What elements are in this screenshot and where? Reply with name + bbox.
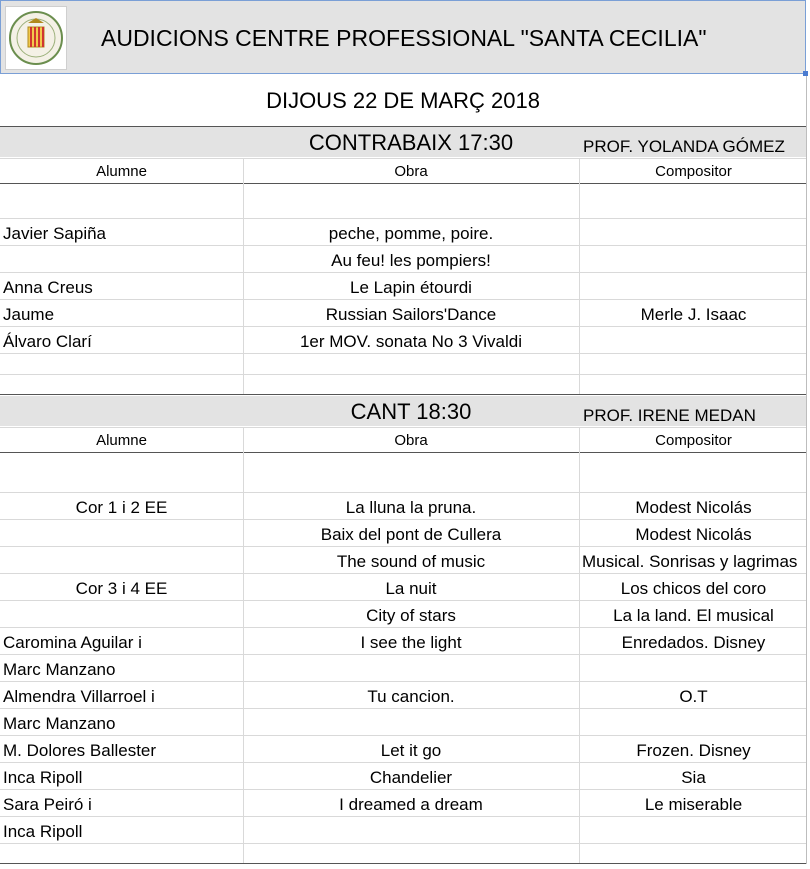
table-cell-compositor[interactable]: La la land. El musical xyxy=(613,606,774,625)
table-cell-compositor[interactable]: Enredados. Disney xyxy=(621,633,766,652)
row-line xyxy=(0,600,806,601)
column-line xyxy=(243,158,244,394)
table-cell-alumne[interactable]: Anna Creus xyxy=(3,278,93,297)
table-cell-obra[interactable]: Chandelier xyxy=(369,768,453,787)
row-line xyxy=(0,299,806,300)
table-cell-obra[interactable]: The sound of music xyxy=(336,552,486,571)
column-header-compositor: Compositor xyxy=(655,163,732,180)
row-line xyxy=(0,681,806,682)
row-line xyxy=(0,326,806,327)
table-cell-obra[interactable]: Tu cancion. xyxy=(367,687,455,706)
row-line xyxy=(0,789,806,790)
divider xyxy=(0,427,806,428)
column-header-obra: Obra xyxy=(394,432,428,449)
table-cell-compositor[interactable]: Frozen. Disney xyxy=(636,741,751,760)
table-cell-compositor[interactable]: Sia xyxy=(681,768,706,787)
section-header-contrabaix xyxy=(0,127,806,157)
column-header-obra: Obra xyxy=(394,163,428,180)
school-crest-logo xyxy=(5,6,67,70)
section-teacher: PROF. IRENE MEDAN xyxy=(583,406,756,425)
row-line xyxy=(0,519,806,520)
row-line xyxy=(0,816,806,817)
divider xyxy=(0,158,806,159)
divider xyxy=(0,183,806,184)
row-line xyxy=(0,573,806,574)
divider xyxy=(0,863,806,864)
table-cell-obra[interactable]: Russian Sailors'Dance xyxy=(325,305,497,324)
row-line xyxy=(0,708,806,709)
row-line xyxy=(0,843,806,844)
table-cell-compositor[interactable]: Modest Nicolás xyxy=(635,525,752,544)
row-line xyxy=(0,762,806,763)
section-title: CANT 18:30 xyxy=(350,399,472,424)
divider xyxy=(0,452,806,453)
table-cell-obra[interactable]: peche, pomme, poire. xyxy=(328,224,494,243)
row-line xyxy=(0,546,806,547)
section-header-cant xyxy=(0,396,806,426)
table-cell-compositor[interactable]: O.T xyxy=(679,687,708,706)
table-cell-obra[interactable]: I dreamed a dream xyxy=(339,795,483,814)
table-cell-obra[interactable]: I see the light xyxy=(360,633,462,652)
table-cell-alumne[interactable]: Inca Ripoll xyxy=(3,822,83,841)
table-cell-compositor[interactable]: Musical. Sonrisas y lagrimas xyxy=(582,552,798,571)
column-line xyxy=(243,427,244,863)
table-cell-alumne[interactable]: Javier Sapiña xyxy=(3,224,107,243)
event-date: DIJOUS 22 DE MARÇ 2018 xyxy=(266,88,540,113)
section-title: CONTRABAIX 17:30 xyxy=(308,130,514,155)
row-line xyxy=(0,353,806,354)
table-cell-alumne[interactable]: Cor 3 i 4 EE xyxy=(75,579,168,598)
table-cell-compositor[interactable]: Los chicos del coro xyxy=(620,579,767,598)
sheet-header xyxy=(0,0,806,74)
table-cell-obra[interactable]: La lluna la pruna. xyxy=(345,498,477,517)
table-cell-obra[interactable]: Au feu! les pompiers! xyxy=(331,251,491,270)
table-cell-alumne[interactable]: Cor 1 i 2 EE xyxy=(75,498,168,517)
divider xyxy=(0,394,806,395)
row-line xyxy=(0,735,806,736)
table-cell-alumne[interactable]: M. Dolores Ballester xyxy=(3,741,157,760)
page-title: AUDICIONS CENTRE PROFESSIONAL "SANTA CECILIA" xyxy=(101,25,707,51)
table-cell-alumne[interactable]: Marc Manzano xyxy=(3,660,116,679)
table-cell-obra[interactable]: Baix del pont de Cullera xyxy=(320,525,502,544)
table-cell-obra[interactable]: La nuit xyxy=(385,579,437,598)
table-cell-compositor[interactable]: Le miserable xyxy=(644,795,743,814)
table-cell-obra[interactable]: City of stars xyxy=(366,606,456,625)
table-cell-alumne[interactable]: Marc Manzano xyxy=(3,714,116,733)
row-line xyxy=(0,627,806,628)
column-line xyxy=(579,427,580,863)
row-line xyxy=(0,492,806,493)
sheet-right-edge xyxy=(806,76,807,864)
table-cell-alumne[interactable]: Sara Peiró i xyxy=(3,795,92,814)
row-line xyxy=(0,218,806,219)
column-header-alumne: Alumne xyxy=(96,163,147,180)
row-line xyxy=(0,374,806,375)
column-header-alumne: Alumne xyxy=(96,432,147,449)
section-teacher: PROF. YOLANDA GÓMEZ xyxy=(583,137,785,156)
row-line xyxy=(0,654,806,655)
table-cell-compositor[interactable]: Merle J. Isaac xyxy=(640,305,747,324)
column-line xyxy=(579,158,580,394)
table-cell-obra[interactable]: 1er MOV. sonata No 3 Vivaldi xyxy=(299,332,523,351)
table-cell-alumne[interactable]: Álvaro Clarí xyxy=(3,332,92,351)
table-cell-alumne[interactable]: Caromina Aguilar i xyxy=(3,633,142,652)
row-line xyxy=(0,245,806,246)
table-cell-alumne[interactable]: Jaume xyxy=(3,305,55,324)
table-cell-obra[interactable]: Le Lapin étourdi xyxy=(350,278,472,297)
table-cell-obra[interactable]: Let it go xyxy=(380,741,442,760)
table-cell-alumne[interactable]: Inca Ripoll xyxy=(3,768,83,787)
table-cell-compositor[interactable]: Modest Nicolás xyxy=(635,498,752,517)
row-line xyxy=(0,272,806,273)
column-header-compositor: Compositor xyxy=(655,432,732,449)
table-cell-alumne[interactable]: Almendra Villarroel i xyxy=(3,687,155,706)
